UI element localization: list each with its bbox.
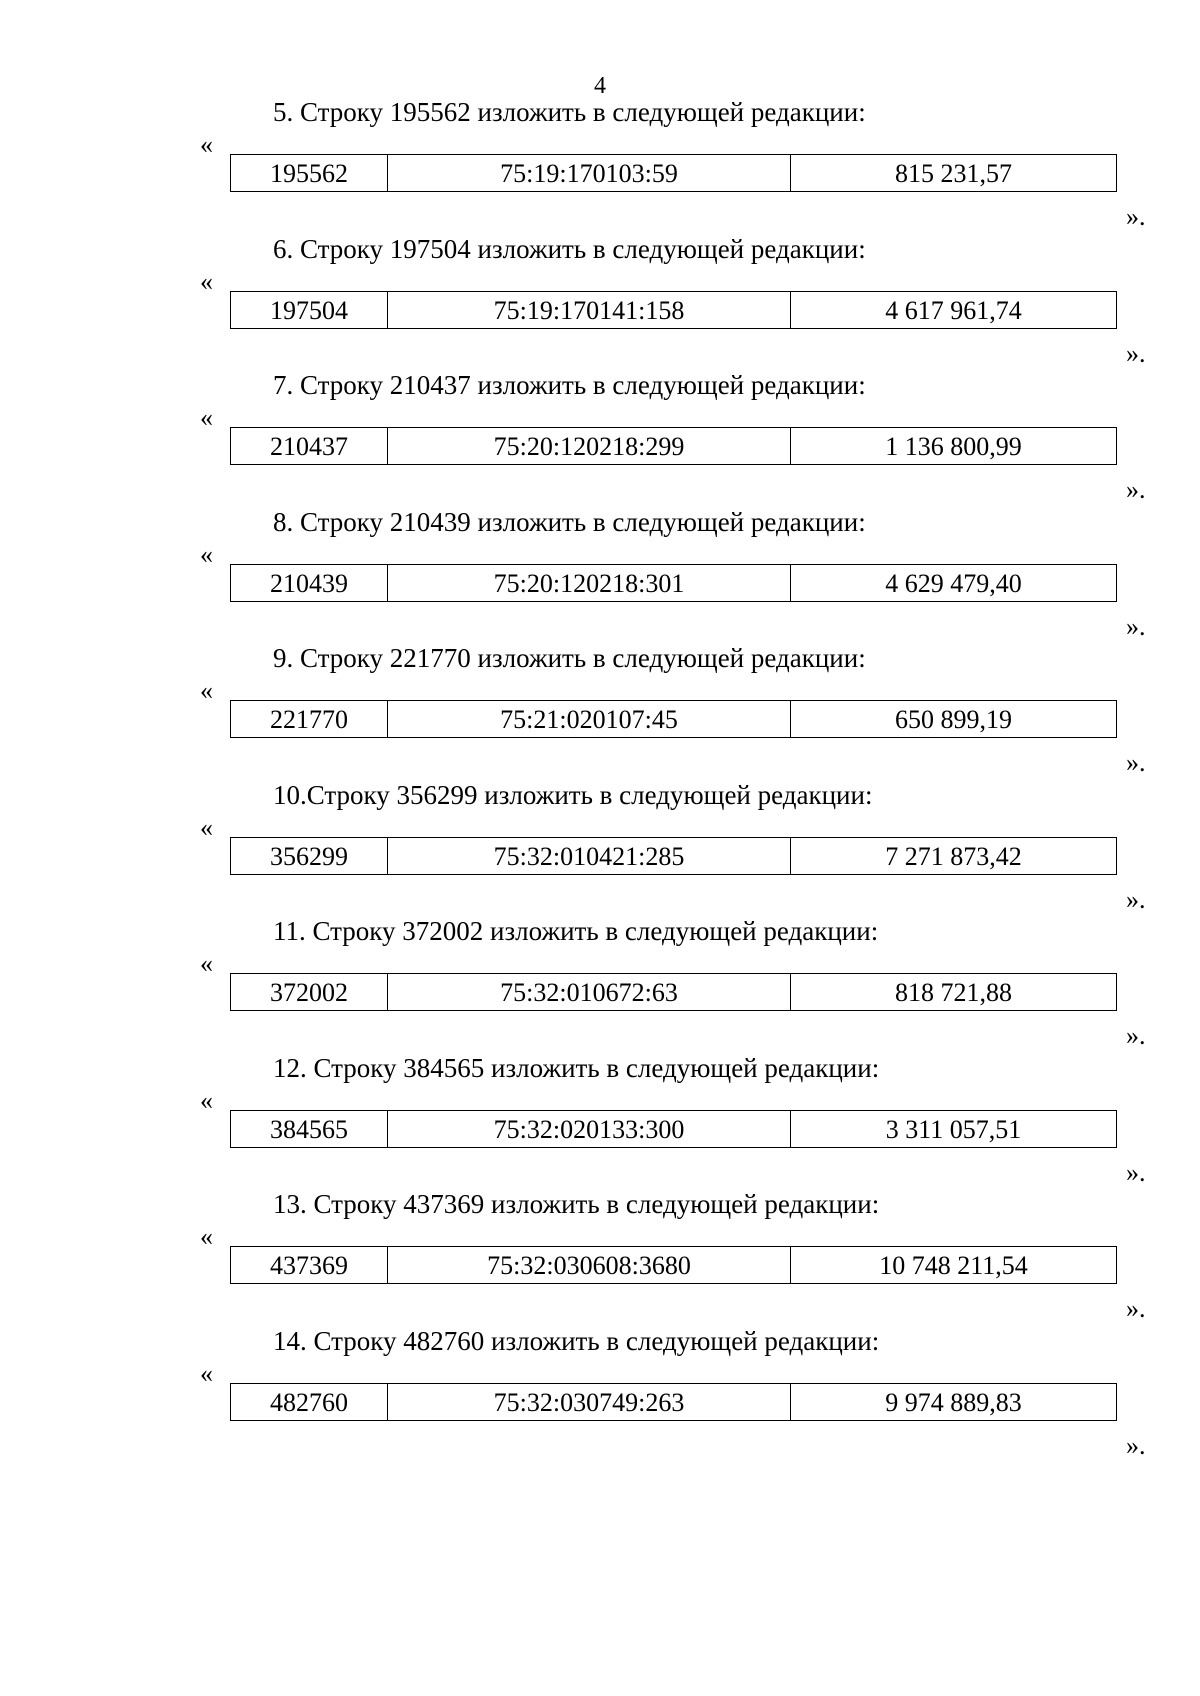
item-number: 14. xyxy=(273,1326,307,1356)
instruction-row-number: 384565 xyxy=(403,1053,485,1083)
opening-quote: « xyxy=(200,540,213,569)
amendment-instruction xyxy=(273,915,878,947)
item-number: 10. xyxy=(273,780,307,810)
amendment-table xyxy=(230,837,1117,875)
row-number-cell: 356299 xyxy=(231,838,388,875)
closing-quote: ». xyxy=(1126,202,1146,231)
amendment-block xyxy=(0,915,1200,1051)
amendment-table xyxy=(230,154,1117,192)
amendment-table xyxy=(230,1246,1117,1284)
row-number-cell: 384565 xyxy=(231,1111,388,1148)
cadastral-number-cell: 75:32:010421:285 xyxy=(388,838,791,875)
cadastral-number-cell: 75:21:020107:45 xyxy=(388,701,791,738)
table-row xyxy=(231,701,1117,738)
closing-quote: ». xyxy=(1126,1021,1146,1050)
item-number: 8. xyxy=(273,507,294,537)
amendment-block xyxy=(0,642,1200,778)
cadastral-number-cell: 75:32:010672:63 xyxy=(388,974,791,1011)
instruction-prefix: Строку xyxy=(313,1326,397,1356)
item-number: 9. xyxy=(273,643,294,673)
row-number-cell: 195562 xyxy=(231,155,388,192)
cadastral-number-cell: 75:19:170141:158 xyxy=(388,292,791,329)
instruction-row-number: 372002 xyxy=(402,916,484,946)
value-cell: 10 748 211,54 xyxy=(791,1247,1117,1284)
closing-quote: ». xyxy=(1126,1431,1146,1460)
instruction-row-number: 437369 xyxy=(403,1189,485,1219)
value-cell: 4 617 961,74 xyxy=(791,292,1117,329)
amendment-block xyxy=(0,369,1200,505)
amendment-instruction xyxy=(273,96,866,128)
instruction-prefix: Строку xyxy=(300,507,384,537)
table-row xyxy=(231,292,1117,329)
instruction-row-number: 356299 xyxy=(396,780,478,810)
table-row xyxy=(231,838,1117,875)
opening-quote: « xyxy=(200,676,213,705)
item-number: 12. xyxy=(273,1053,307,1083)
item-number: 7. xyxy=(273,370,294,400)
closing-quote: ». xyxy=(1126,612,1146,641)
table-row xyxy=(231,1111,1117,1148)
instruction-prefix: Строку xyxy=(312,916,396,946)
amendment-block xyxy=(0,1052,1200,1188)
closing-quote: ». xyxy=(1126,339,1146,368)
instruction-suffix: изложить в следующей редакции: xyxy=(477,370,866,400)
table-row xyxy=(231,428,1117,465)
amendment-table xyxy=(230,1110,1117,1148)
amendment-instruction xyxy=(273,506,866,538)
amendment-block xyxy=(0,233,1200,369)
instruction-prefix: Строку xyxy=(300,643,384,673)
instruction-row-number: 221770 xyxy=(389,643,471,673)
instruction-row-number: 482760 xyxy=(403,1326,485,1356)
instruction-suffix: изложить в следующей редакции: xyxy=(477,234,866,264)
opening-quote: « xyxy=(200,403,213,432)
cadastral-number-cell: 75:19:170103:59 xyxy=(388,155,791,192)
row-number-cell: 437369 xyxy=(231,1247,388,1284)
amendment-instruction xyxy=(273,233,866,265)
instruction-suffix: изложить в следующей редакции: xyxy=(491,1053,880,1083)
instruction-suffix: изложить в следующей редакции: xyxy=(491,1326,880,1356)
closing-quote: ». xyxy=(1126,1294,1146,1323)
opening-quote: « xyxy=(200,130,213,159)
value-cell: 650 899,19 xyxy=(791,701,1117,738)
opening-quote: « xyxy=(200,1086,213,1115)
row-number-cell: 210437 xyxy=(231,428,388,465)
amendment-block xyxy=(0,506,1200,642)
cadastral-number-cell: 75:32:030749:263 xyxy=(388,1384,791,1421)
cadastral-number-cell: 75:20:120218:301 xyxy=(388,565,791,602)
value-cell: 9 974 889,83 xyxy=(791,1384,1117,1421)
value-cell: 1 136 800,99 xyxy=(791,428,1117,465)
cadastral-number-cell: 75:32:030608:3680 xyxy=(388,1247,791,1284)
amendment-instruction xyxy=(273,369,866,401)
table-row xyxy=(231,155,1117,192)
instruction-row-number: 210437 xyxy=(389,370,471,400)
table-row xyxy=(231,1247,1117,1284)
instruction-prefix: Строку xyxy=(300,234,384,264)
instruction-suffix: изложить в следующей редакции: xyxy=(477,507,866,537)
amendment-instruction xyxy=(273,1325,879,1357)
instruction-prefix: Строку xyxy=(313,1053,397,1083)
instruction-suffix: изложить в следующей редакции: xyxy=(477,643,866,673)
item-number: 13. xyxy=(273,1189,307,1219)
amendment-instruction xyxy=(273,779,872,811)
closing-quote: ». xyxy=(1126,885,1146,914)
closing-quote: ». xyxy=(1126,1158,1146,1187)
opening-quote: « xyxy=(200,1222,213,1251)
closing-quote: ». xyxy=(1126,748,1146,777)
row-number-cell: 372002 xyxy=(231,974,388,1011)
amendment-table xyxy=(230,973,1117,1011)
instruction-prefix: Строку xyxy=(306,780,390,810)
instruction-row-number: 210439 xyxy=(389,507,471,537)
instruction-suffix: изложить в следующей редакции: xyxy=(484,780,873,810)
item-number: 5. xyxy=(273,97,294,127)
cadastral-number-cell: 75:32:020133:300 xyxy=(388,1111,791,1148)
amendment-block xyxy=(0,1188,1200,1324)
row-number-cell: 197504 xyxy=(231,292,388,329)
value-cell: 818 721,88 xyxy=(791,974,1117,1011)
amendment-block xyxy=(0,779,1200,915)
row-number-cell: 210439 xyxy=(231,565,388,602)
value-cell: 4 629 479,40 xyxy=(791,565,1117,602)
row-number-cell: 482760 xyxy=(231,1384,388,1421)
amendment-table xyxy=(230,700,1117,738)
amendment-table xyxy=(230,1383,1117,1421)
instruction-suffix: изложить в следующей редакции: xyxy=(491,1189,880,1219)
amendment-instruction xyxy=(273,642,866,674)
amendment-block xyxy=(0,1325,1200,1461)
table-row xyxy=(231,974,1117,1011)
table-row xyxy=(231,1384,1117,1421)
instruction-suffix: изложить в следующей редакции: xyxy=(477,97,866,127)
instruction-suffix: изложить в следующей редакции: xyxy=(490,916,879,946)
amendment-table xyxy=(230,291,1117,329)
instruction-row-number: 197504 xyxy=(389,234,471,264)
item-number: 11. xyxy=(273,916,306,946)
row-number-cell: 221770 xyxy=(231,701,388,738)
instruction-row-number: 195562 xyxy=(389,97,471,127)
cadastral-number-cell: 75:20:120218:299 xyxy=(388,428,791,465)
opening-quote: « xyxy=(200,1359,213,1388)
table-row xyxy=(231,565,1117,602)
instruction-prefix: Строку xyxy=(313,1189,397,1219)
instruction-prefix: Строку xyxy=(300,97,384,127)
value-cell: 815 231,57 xyxy=(791,155,1117,192)
value-cell: 7 271 873,42 xyxy=(791,838,1117,875)
closing-quote: ». xyxy=(1126,475,1146,504)
value-cell: 3 311 057,51 xyxy=(791,1111,1117,1148)
amendment-instruction xyxy=(273,1052,879,1084)
item-number: 6. xyxy=(273,234,294,264)
amendment-table xyxy=(230,427,1117,465)
instruction-prefix: Строку xyxy=(300,370,384,400)
opening-quote: « xyxy=(200,813,213,842)
opening-quote: « xyxy=(200,949,213,978)
page-number: 4 xyxy=(594,73,606,99)
amendment-instruction xyxy=(273,1188,879,1220)
amendment-table xyxy=(230,564,1117,602)
opening-quote: « xyxy=(200,267,213,296)
amendment-block xyxy=(0,96,1200,232)
